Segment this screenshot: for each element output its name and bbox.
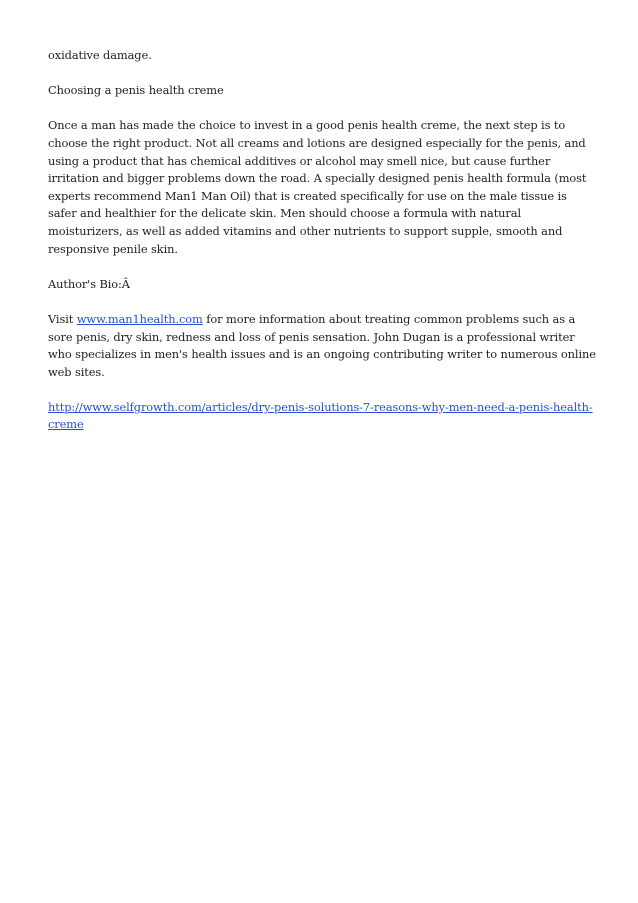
- bio-prefix: Visit: [48, 311, 77, 326]
- author-bio: [48, 311, 598, 381]
- source-url-paragraph: [48, 399, 598, 434]
- document-page: [48, 47, 598, 452]
- man1health-link[interactable]: www.man1health.com: [76, 311, 203, 326]
- author-bio-label: Author's Bio:Â: [48, 276, 130, 291]
- section-heading: Choosing a penis health creme: [48, 83, 224, 98]
- source-url-link[interactable]: http://www.selfgrowth.com/articles/dry-penis-solutions-7-reasons-why-men-need-a-penis-health-creme: [48, 399, 593, 432]
- paragraph-body: Once a man has made the choice to invest in a good penis health creme, the next step is to choose the right product. Not all creams and lotions are designed especially for the penis, and using a product that has chemical additives or alcohol may smell nice, but cause further irritation and bigger problems down the road. A specially designed penis health formula (most experts recommend Man1 Man Oil) that is created specifically for use on the male tissue is safer and healthier for the delicate skin. Men should choose a formula with natural moisturizers, as well as added vitamins and other nutrients to support supple, smooth and responsive penile skin.: [48, 118, 587, 256]
- paragraph-oxidative-damage: oxidative damage.: [48, 48, 152, 62]
- bio-text: for more information about treating common problems such as a sore penis, dry skin, redness and loss of penis sensation. John Dugan is a professional writer who specializes in men's health issues and is an ongoing contributing writer to numerous online web sites.: [48, 311, 596, 379]
